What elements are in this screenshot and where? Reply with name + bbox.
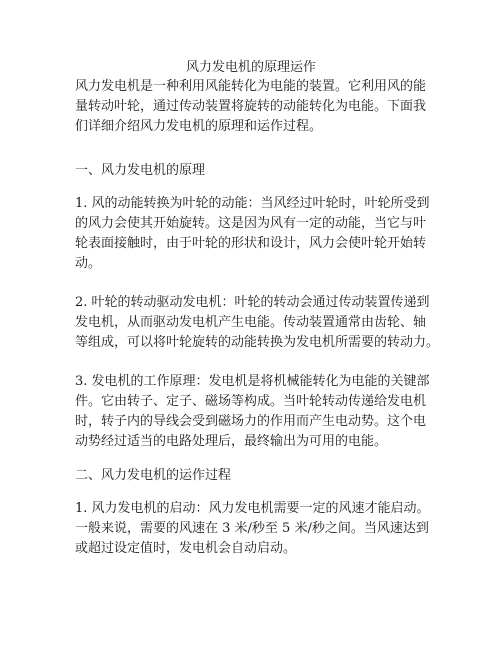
principle-item-2 <box>75 293 440 353</box>
paragraph-line: 等组成，可以将叶轮旋转的动能转换为发电机所需要的转动力。 <box>75 335 440 350</box>
section-heading-operation: 二、风力发电机的运作过程 <box>75 468 232 483</box>
paragraph-line: 件。它由转子、定子、磁场等构成。当叶轮转动传递给发电机 <box>75 394 427 409</box>
paragraph-line: 3. 发电机的工作原理：发电机是将机械能转化为电能的关键部 <box>75 374 430 389</box>
intro-paragraph <box>75 77 427 137</box>
principle-item-3 <box>75 372 430 452</box>
paragraph-line: 一般来说，需要的风速在 3 米/秒至 5 米/秒之间。当风速达到 <box>75 521 429 536</box>
paragraph-line: 动势经过适当的电路处理后，最终输出为可用的电能。 <box>75 434 388 449</box>
paragraph-line: 或超过设定值时，发电机会自动启动。 <box>75 541 297 556</box>
section-heading-principle: 一、风力发电机的原理 <box>75 163 206 178</box>
paragraph-line: 1. 风力发电机的启动：风力发电机需要一定的风速才能启动。 <box>75 501 430 516</box>
paragraph-line: 动。 <box>75 256 102 271</box>
paragraph-line: 发电机，从而驱动发电机产生电能。传动装置通常由齿轮、轴 <box>75 315 427 330</box>
operation-item-1 <box>75 499 430 559</box>
paragraph-line: 2. 叶轮的转动驱动发电机：叶轮的转动会通过传动装置传递到 <box>75 295 430 310</box>
intro-line: 们详细介绍风力发电机的原理和运作过程。 <box>75 119 323 134</box>
paragraph-line: 1. 风的动能转换为叶轮的动能：当风经过叶轮时，叶轮所受到 <box>75 196 430 211</box>
principle-item-1 <box>75 194 430 274</box>
document-title: 风力发电机的原理运作 <box>185 60 316 75</box>
intro-line: 量转动叶轮，通过传动装置将旋转的动能转化为电能。下面我 <box>75 99 427 114</box>
paragraph-line: 的风力会使其开始旋转。这是因为风有一定的动能，当它与叶 <box>75 216 427 231</box>
paragraph-line: 时，转子内的导线会受到磁场力的作用而产生电动势。这个电 <box>75 414 427 429</box>
intro-line: 风力发电机是一种利用风能转化为电能的装置。它利用风的能 <box>75 79 427 94</box>
paragraph-line: 轮表面接触时，由于叶轮的形状和设计，风力会使叶轮开始转 <box>75 236 427 251</box>
